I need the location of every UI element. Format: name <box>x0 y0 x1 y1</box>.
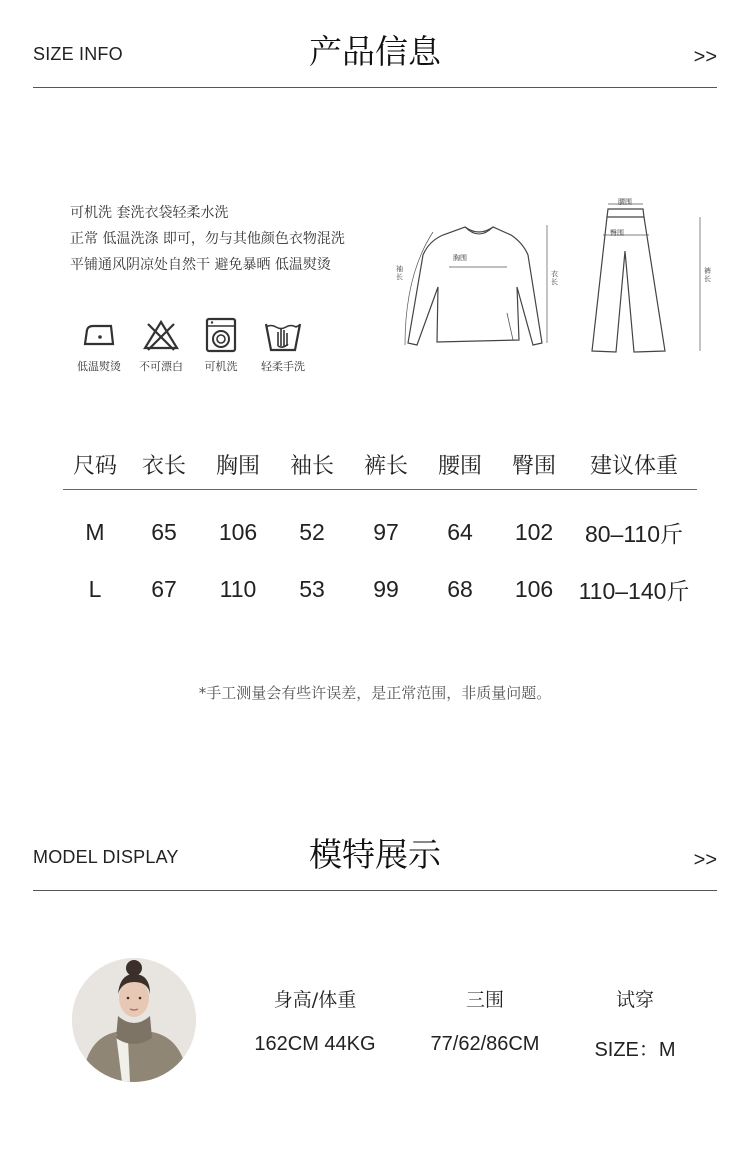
hand-wash-icon <box>261 316 305 354</box>
model-display-more-link[interactable]: >> <box>693 849 717 871</box>
hip-label: 臀围 <box>610 229 624 237</box>
table-row <box>63 561 697 618</box>
model-measurements <box>410 985 560 1056</box>
model-height-weight <box>240 985 390 1056</box>
table-cell: 68 <box>447 576 473 602</box>
table-cell: 106 <box>218 519 258 545</box>
height-weight-label: 身高/体重 <box>273 989 357 1011</box>
measurement-note: *手工测量会有些许误差，是正常范围，非质量问题。 <box>198 684 552 702</box>
size-info-en-title: SIZE INFO <box>33 44 123 64</box>
measurements-label: 三围 <box>465 989 504 1011</box>
care-item-iron <box>68 316 130 374</box>
table-cell: 67 <box>151 576 177 602</box>
care-label: 轻柔手洗 <box>261 360 305 373</box>
measurements-value: 77/62/86CM <box>430 1033 540 1055</box>
height-weight-value: 162CM 44KG <box>254 1033 376 1055</box>
table-cell: 80–110斤 <box>584 521 684 547</box>
size-table <box>63 440 697 618</box>
table-cell: 52 <box>299 519 325 545</box>
header-cell: 臀围 <box>511 454 556 479</box>
garment-measurement-diagram <box>395 195 720 365</box>
table-cell: M <box>85 519 105 545</box>
care-item-hand-wash <box>250 316 316 374</box>
header-cell: 腰围 <box>437 454 482 479</box>
model-display-en-title: MODEL DISPLAY <box>33 847 179 867</box>
header-cell: 裤长 <box>363 454 408 479</box>
table-cell: 110–140斤 <box>578 578 690 604</box>
size-label: 试穿 <box>615 989 654 1011</box>
size-value: SIZE：M <box>594 1039 676 1061</box>
size-info-header <box>33 28 717 88</box>
table-cell: 106 <box>514 576 554 602</box>
care-label: 不可漂白 <box>139 360 183 373</box>
model-display-header <box>33 831 717 891</box>
model-photo-icon <box>72 958 196 1082</box>
care-item-machine-wash <box>192 316 250 374</box>
table-cell: 110 <box>219 576 257 602</box>
size-info-more-link[interactable]: >> <box>693 46 717 68</box>
care-icons <box>68 316 316 374</box>
table-cell: 65 <box>151 519 177 545</box>
model-display-cn-title: 模特展示 <box>309 835 441 874</box>
table-row <box>63 504 697 561</box>
care-instructions <box>70 200 345 278</box>
care-line: 可机洗 套洗衣袋轻柔水洗 <box>70 205 229 221</box>
table-header-row <box>63 440 697 490</box>
low-temp-iron-icon <box>77 316 121 354</box>
table-cell: 97 <box>373 519 399 545</box>
machine-wash-icon <box>199 316 243 354</box>
no-bleach-icon <box>139 316 183 354</box>
header-cell: 建议体重 <box>589 454 678 479</box>
header-cell: 袖长 <box>289 454 334 479</box>
pants-length-label: 裤长 <box>704 267 711 283</box>
model-size <box>570 985 700 1062</box>
sleeve-label: 袖长 <box>396 265 403 281</box>
table-cell: 102 <box>514 519 554 545</box>
care-line: 平铺通风阴凉处自然干 避免暴晒 低温熨烫 <box>70 257 331 273</box>
care-label: 低温熨烫 <box>77 360 121 373</box>
header-cell: 胸围 <box>215 454 260 479</box>
care-label: 可机洗 <box>204 360 238 373</box>
table-cell: 99 <box>373 576 399 602</box>
top-length-label: 衣长 <box>551 270 558 286</box>
care-item-no-bleach <box>130 316 192 374</box>
table-cell: 64 <box>447 519 473 545</box>
waist-label: 腰围 <box>618 198 632 206</box>
care-line: 正常 低温洗涤 即可，勿与其他颜色衣物混洗 <box>70 231 345 247</box>
table-cell: 53 <box>299 576 325 602</box>
chest-label: 胸围 <box>453 254 467 262</box>
header-cell: 尺码 <box>72 454 117 479</box>
size-info-cn-title: 产品信息 <box>309 32 441 71</box>
table-cell: L <box>88 576 102 602</box>
model-avatar <box>72 958 196 1082</box>
header-cell: 衣长 <box>141 454 186 479</box>
